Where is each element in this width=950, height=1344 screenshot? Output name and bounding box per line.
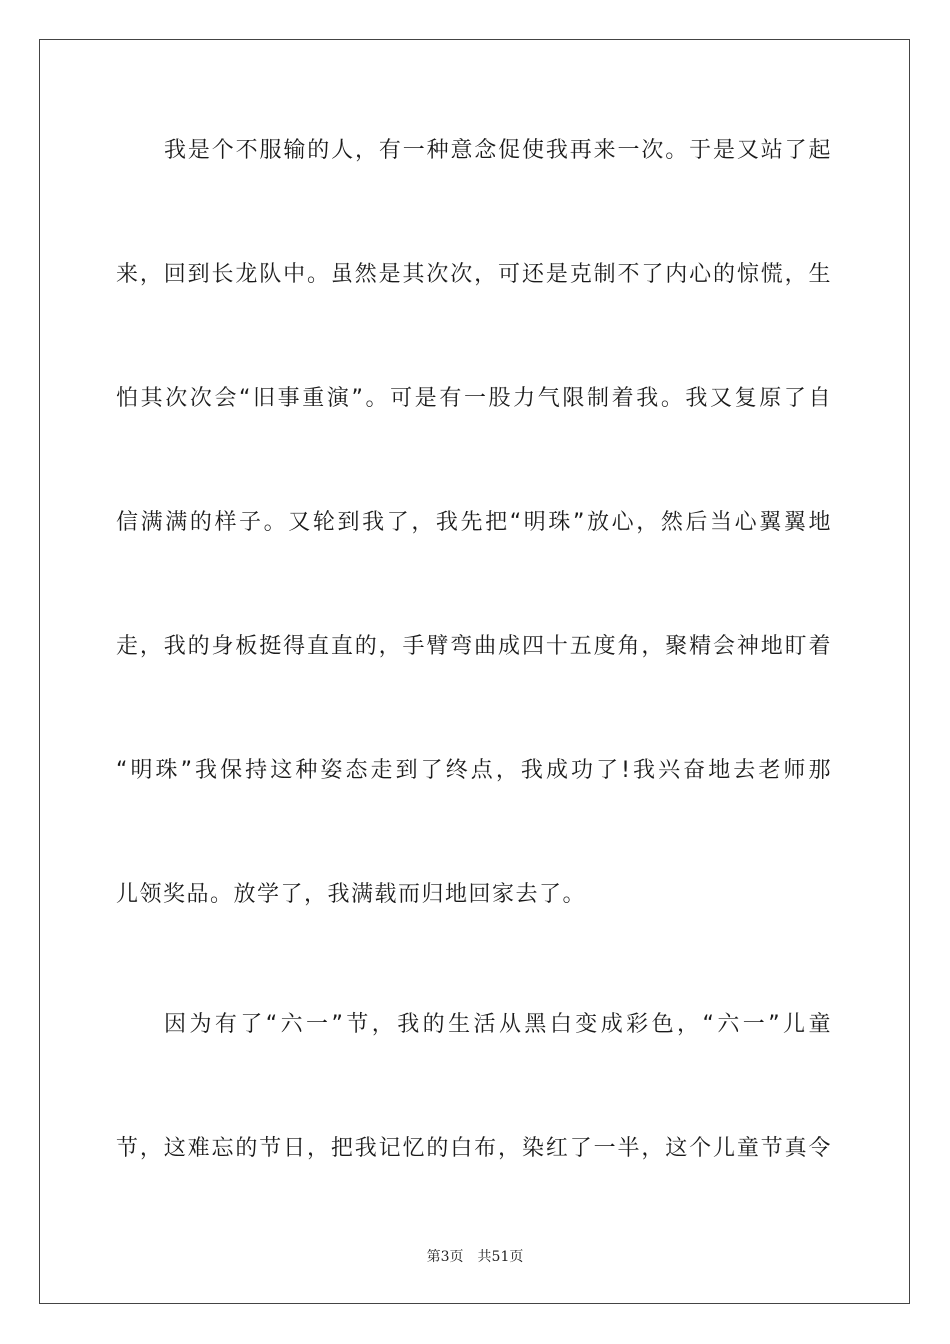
text-line: 因为有了“六一”节，我的生活从黑白变成彩色，“六一”儿童 [164,1012,832,1037]
text-line: 走，我的身板挺得直直的，手臂弯曲成四十五度角，聚精会神地盯着 [116,634,832,659]
page-border [39,39,910,1304]
text-line: 怕其次次会“旧事重演”。可是有一股力气限制着我。我又复原了自 [116,386,832,411]
text-line: 节，这难忘的节日，把我记忆的白布，染红了一半，这个儿童节真令 [116,1136,832,1161]
text-line: 来，回到长龙队中。虽然是其次次，可还是克制不了内心的惊慌，生 [116,262,832,287]
text-line: 儿领奖品。放学了，我满载而归地回家去了。 [116,882,587,907]
text-line: 信满满的样子。又轮到我了，我先把“明珠”放心，然后当心翼翼地 [116,510,832,535]
text-line: 我是个不服输的人，有一种意念促使我再来一次。于是又站了起 [164,138,832,163]
page-number: 第3页 [426,1249,464,1265]
text-line: “明珠”我保持这种姿态走到了终点，我成功了!我兴奋地去老师那 [116,758,832,783]
total-pages: 共51页 [477,1249,524,1265]
page-footer [0,1248,950,1266]
